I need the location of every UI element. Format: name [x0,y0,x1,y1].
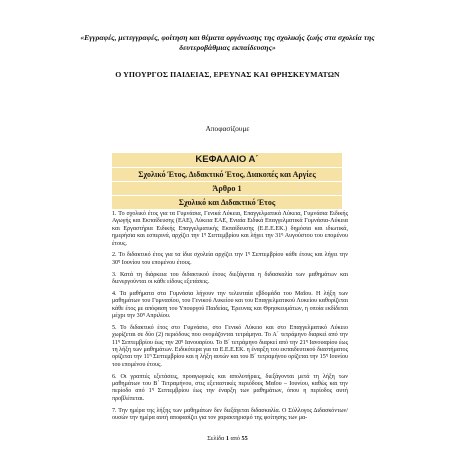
document-title: «Εγγραφές, μετεγγραφές, φοίτηση και θέματα οργάνωσης της σχολικής ζωής στα σχολεία της δευτεροβάθμιας εκπαίδευσης» [80,33,375,52]
superscript: η [181,337,184,343]
paragraph-text: 2. Το διδακτικό έτος για τα ίδια σχολεία αρχίζει την 1 [112,252,248,259]
superscript: η [204,231,207,237]
paragraph-4 [112,291,348,321]
decision-line: Αποφασίζουμε [205,124,250,133]
paragraph-text: 3. Κατά τη διάρκεια του διδακτικού έτους διεξάγεται η διδασκαλία των μαθημάτων και διενεργούνται οι κάθε είδους εξετάσεις. [112,271,348,285]
article-heading: Άρθρο 1 [112,182,342,195]
paragraph-text: Σεπτεμβρίου και λήγει την 31 [206,233,282,240]
paragraph-text: 5. Το διδακτικό έτος στο Γυμνάσιο, στο Γενικό Λύκειο και στο Επαγγελματικό Λύκειο χωρίζεται σε δύο (2) περιόδους που ονομάζονται τετράμηνα. Το Α΄ τετράμηνο διαρκεί από την 11 [112,324,348,346]
paragraph-text: Σεπτεμβρίου κάθε έτους και λήγει την 30 [112,252,348,266]
paragraph-6 [112,374,348,404]
minister-heading: Ο ΥΠΟΥΡΓΟΣ ΠΑΙΔΕΙΑΣ, ΕΡΕΥΝΑΣ ΚΑΙ ΘΡΗΣΚΕΥΜΑΤΩΝ [115,70,340,79]
footer-of: από [230,435,240,442]
paragraph-text: 7. Την ημέρα της λήξης των μαθημάτων δεν διεξάγεται διδασκαλία. Ο Σύλλογος Διδασκόντων/ουσών την ημέρα αυτή αποφασίζει για τον χαρακτηρισμό της φοίτησης των μα- [112,407,348,421]
paragraph-text: 1. Το σχολικό έτος για τα Γυμνάσια, Γενικά Λύκεια, Επαγγελματικά Λύκεια, Γυμνάσια Ειδικής Αγωγής και Εκπαίδευσης (ΕΑΕ), Λύκεια ΕΑΕ, Ενιαία Ειδικά Επαγγελματικά Γυμνάσια-Λύκεια και Εργαστήρια Ειδικής Επαγγελματικής Εκπαίδευσης (Ε.Ε.Ε.ΕΚ.) δημόσια και ιδιωτικά, ημερήσια και εσπερινά, αρχίζει την 1 [112,211,348,240]
chapter-heading: ΚΕΦΑΛΑΙΟ Α΄ [112,153,342,167]
superscript: η [118,257,121,263]
page-footer [60,435,395,443]
paragraph-text: 6. Οι γραπτές εξετάσεις, προαγωγικές και απολυτήριες, διεξάγονται μετά τη λήξη των μαθημάτων του Β΄ Τετραμήνου, στις εξεταστικές περιόδους Μαΐου – Ιουνίου, καθώς και την περίοδο από 1 [112,373,348,395]
paragraph-text: Σεπτεμβρίου έως την 20 [119,339,182,346]
superscript: η [117,337,120,343]
superscript: η [325,352,328,358]
paragraph-text: Ιουνίου του επομένου έτους. [112,354,349,368]
superscript: η [281,231,284,237]
paragraph-7 [112,408,348,423]
paragraph-5 [112,325,348,370]
paragraph-2 [112,252,348,267]
footer-total-pages: 55 [241,435,248,442]
article-subtitle: Σχολικό και Διδακτικό Έτος [112,196,342,209]
superscript: η [142,311,145,316]
paragraph-text: Ιανουαρίου έως τη λήξη των μαθημάτων. Ειδικότερα για τα Ε.Ε.Ε.ΕΚ. η έναρξη του εκπαιδευτικού διαστήματος ορίζεται την 11 [112,339,348,361]
footer-label: Σελίδα [207,435,225,442]
paragraph-text: Ιανουαρίου. Το Β΄ τετράμηνο διαρκεί από την 21 [183,339,306,346]
paragraph-3 [112,272,348,287]
paragraph-1 [112,211,348,248]
chapter-subtitle: Σχολικό Έτος, Διδακτικό Έτος, Διακοπές και Αργίες [112,168,342,181]
paragraph-text: Απριλίου. [144,313,171,319]
paragraph-text: 4. Τα μαθήματα στα Γυμνάσια λήγουν την τελευταία εβδομάδα του Μαΐου. Η λήξη των μαθημάτων του Γυμνασίου, του Γενικού Λυκείου και του Επαγγελματικού Λυκείου καθορίζεται κάθε έτος με απόφαση του Υπουργού Παιδείας, Έρευνας και Θρησκευμάτων, η οποία εκδίδεται μέχρι την 30 [112,290,348,319]
article-body [112,211,348,427]
paragraph-text: Ιουνίου του επομένου έτους. [120,259,192,266]
paragraph-text: Αυγούστου του επομένου έτους. [112,233,348,247]
superscript: η [149,352,152,358]
paragraph-text: Σεπτεμβρίου έως την έναρξη των μαθημάτων, όπου η περίοδος αυτή προβλέπεται. [112,388,348,402]
paragraph-text: Σεπτεμβρίου και η λήξη αυτών και του Β΄ τετραμήνου ορίζεται την 15 [151,354,326,361]
superscript: η [305,337,308,343]
superscript: η [151,386,154,392]
footer-page-number: 1 [225,435,229,442]
superscript: η [248,250,251,256]
